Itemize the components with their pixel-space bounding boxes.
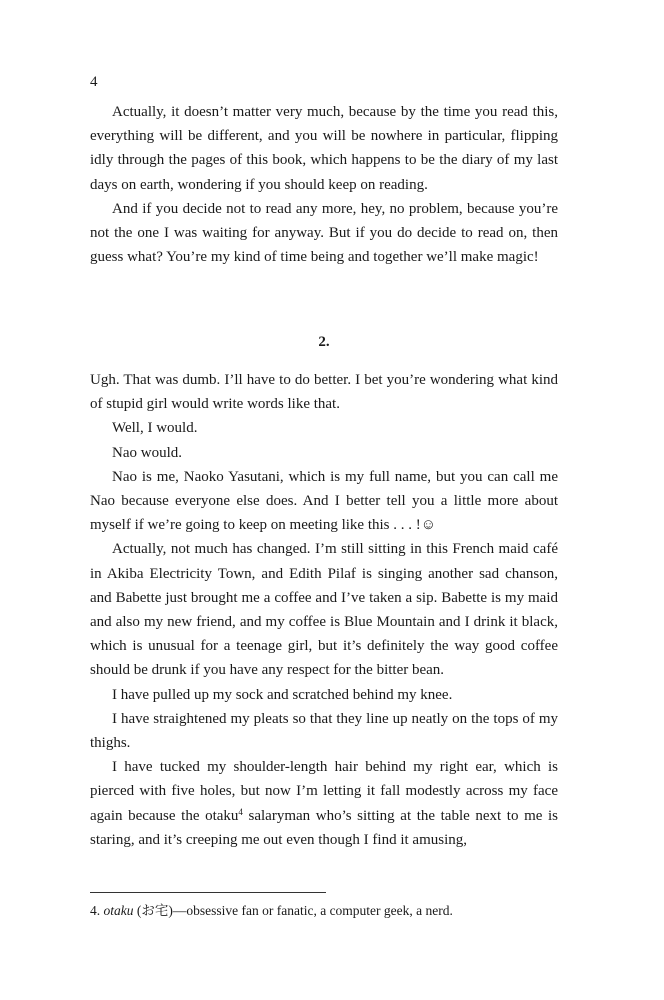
text-block-top (90, 100, 558, 269)
section-heading: 2. (318, 334, 330, 350)
paragraph-text: salaryman who’s sitting at the table next to me is staring, and it’s creeping me out even though I find it amusing, (90, 807, 559, 848)
paragraph: I have pulled up my sock and scratched behind my knee. (112, 686, 453, 703)
paragraph: Well, I would. (112, 420, 198, 437)
footnote (90, 902, 558, 920)
paragraph: Nao would. (112, 444, 182, 461)
text-block-main (90, 368, 558, 852)
footnote-reference[interactable]: 4 (238, 806, 243, 817)
paragraph: Ugh. That was dumb. I’ll have to do better. I bet you’re wondering what kind of stupid girl would write words like that. (90, 372, 558, 413)
footnote-number: 4. (90, 903, 101, 918)
page-number: 4 (90, 74, 98, 90)
footnote-term: otaku (103, 903, 134, 918)
footnote-definition: —obsessive fan or fanatic, a computer geek, a nerd. (172, 903, 453, 918)
footnote-divider (90, 892, 326, 893)
paragraph: Actually, it doesn’t matter very much, because by the time you read this, everything will be different, and you will be nowhere in particular, flipping idly through the pages of this book, which happens to be the diary of my last days on earth, wondering if you should keep on reading. (90, 104, 558, 193)
paragraph-text: I have tucked my shoulder-length hair behind my right ear, which is pierced with five holes, but now I’m letting it fall modestly across my face again because the otaku (90, 759, 558, 824)
paragraph: Actually, not much has changed. I’m still sitting in this French maid café in Akiba Electricity Town, and Edith Pilaf is singing another sad chanson, and Babette just brought me a coffee and I’ve taken a sip. Babette is my maid and also my new friend, and my coffee is Blue Mountain and I drink it black, which is unusual for a teenage girl, but it’s definitely the way good coffee should be drunk if you have any respect for the bitter bean. (90, 541, 558, 679)
paragraph-with-note (90, 755, 558, 852)
footnote-kanji: (お宅) (136, 903, 173, 918)
paragraph: I have straightened my pleats so that they line up neatly on the tops of my thighs. (90, 710, 558, 752)
paragraph: Nao is me, Naoko Yasutani, which is my full name, but you can call me Nao because everyone else does. And I better tell you a little more about myself if we’re going to keep on meeting like this . . . !☺ (90, 468, 558, 534)
paragraph: And if you decide not to read any more, hey, no problem, because you’re not the one I was waiting for anyway. But if you do decide to read on, then guess what? You’re my kind of time being and together we’ll make magic! (90, 200, 558, 266)
